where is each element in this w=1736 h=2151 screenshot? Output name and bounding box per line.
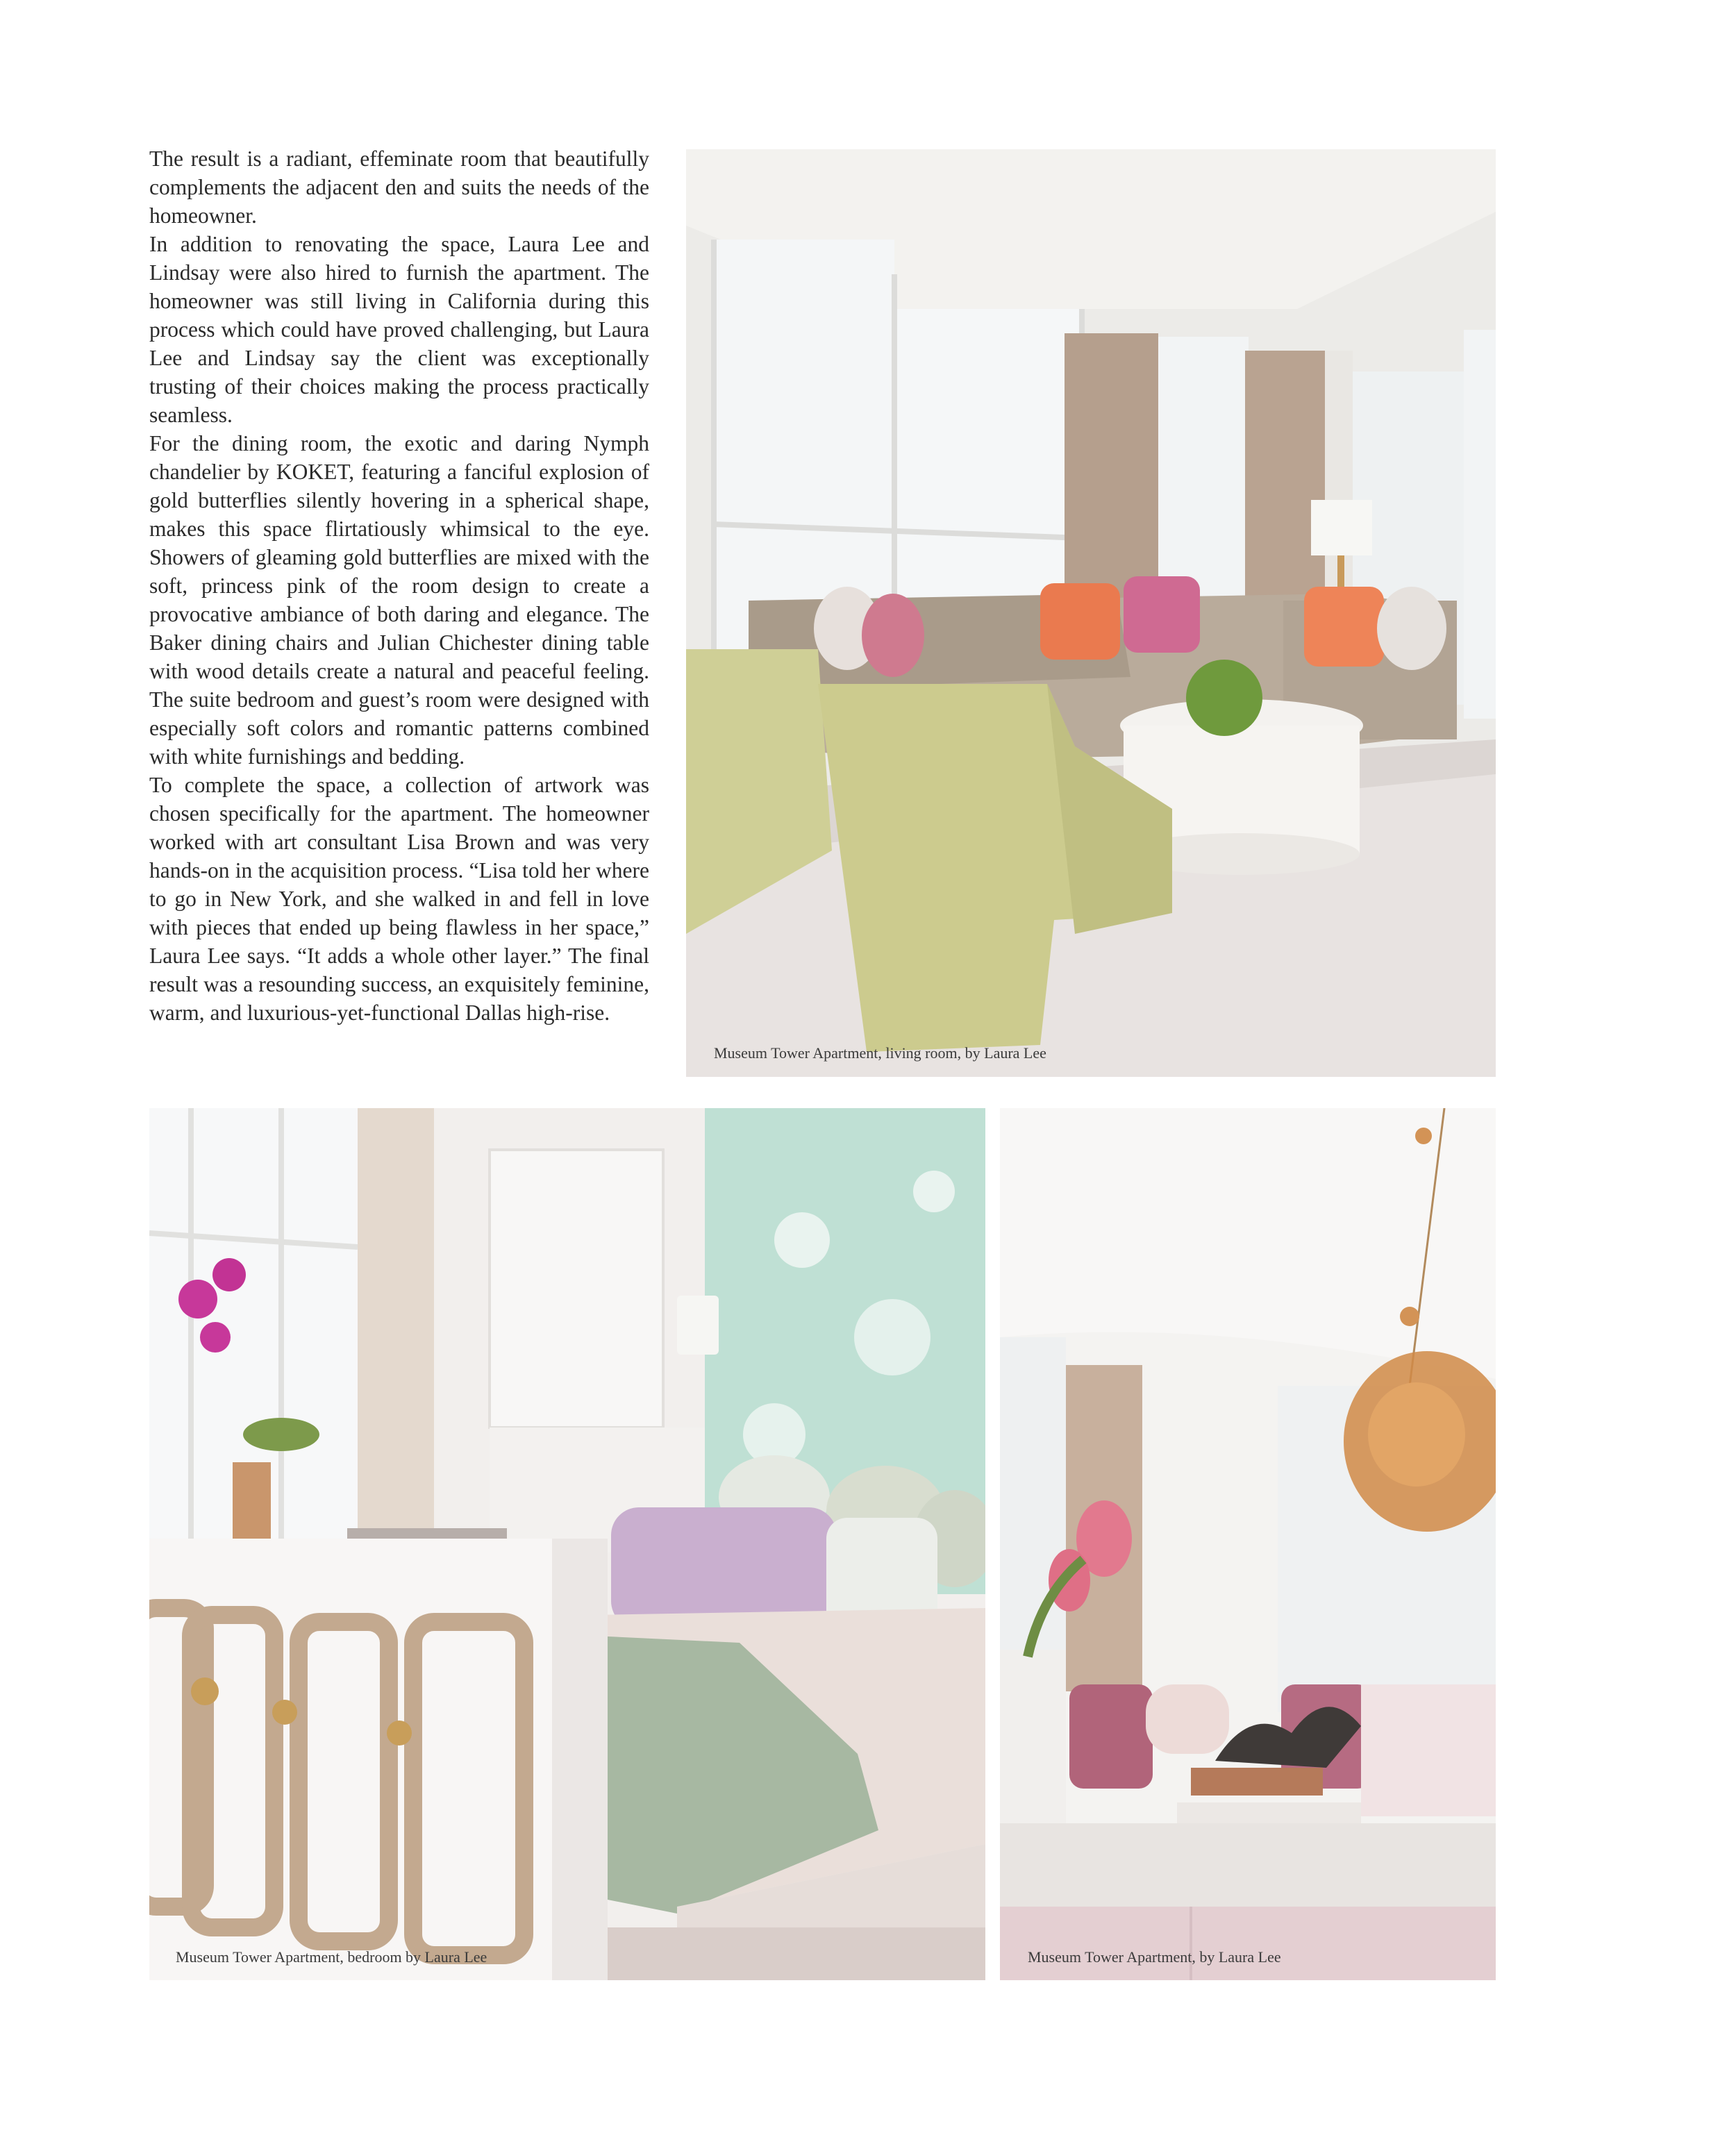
dining-photo	[1000, 1108, 1496, 1980]
article-paragraph: In addition to renovating the space, Laura Lee and Lindsay were also hired to furnish the apartment. The homeowner was still living in California during this process which could have proved challenging, but Laura Lee and Lindsay say the client was exceptionally trusting of their choices making the process practically seamless.	[149, 232, 649, 427]
article-paragraph: To complete the space, a collection of artwork was chosen specifically for the apartment. The homeowner worked with art consultant Lisa Brown and was very hands-on in the acquisition process. “Lisa told her where to go in New York, and she walked in and fell in love with pieces that ended up being flawless in her space,” Laura Lee says. “It adds a whole other layer.” The final result was a resounding success, an exquisitely feminine, warm, and luxurious-yet-functional Dallas high-rise.	[149, 773, 649, 1025]
dining-caption: Museum Tower Apartment, by Laura Lee	[1028, 1948, 1281, 1966]
bedroom-caption: Museum Tower Apartment, bedroom by Laura Lee	[176, 1948, 487, 1966]
article-body	[149, 144, 649, 1027]
dining-illustration	[1000, 1108, 1496, 1980]
living-room-illustration	[686, 149, 1496, 1077]
article-paragraph: The result is a radiant, effeminate room that beautifully complements the adjacent den and suits the needs of the homeowner.	[149, 147, 649, 228]
article-paragraph: For the dining room, the exotic and daring Nymph chandelier by KOKET, featuring a fanciful explosion of gold butterflies silently hovering in a spherical shape, makes this space flirtatiously whimsical to the eye. Showers of gleaming gold butterflies are mixed with the soft, princess pink of the room design to create a provocative ambiance of both daring and elegance. The Baker dining chairs and Julian Chichester dining table with wood details create a natural and peaceful feeling. The suite bedroom and guest’s room were designed with especially soft colors and romantic patterns combined with white furnishings and bedding.	[149, 431, 649, 769]
living-room-caption: Museum Tower Apartment, living room, by Laura Lee	[714, 1044, 1046, 1062]
bedroom-illustration	[149, 1108, 985, 1980]
bedroom-photo	[149, 1108, 985, 1980]
living-room-photo	[686, 149, 1496, 1077]
